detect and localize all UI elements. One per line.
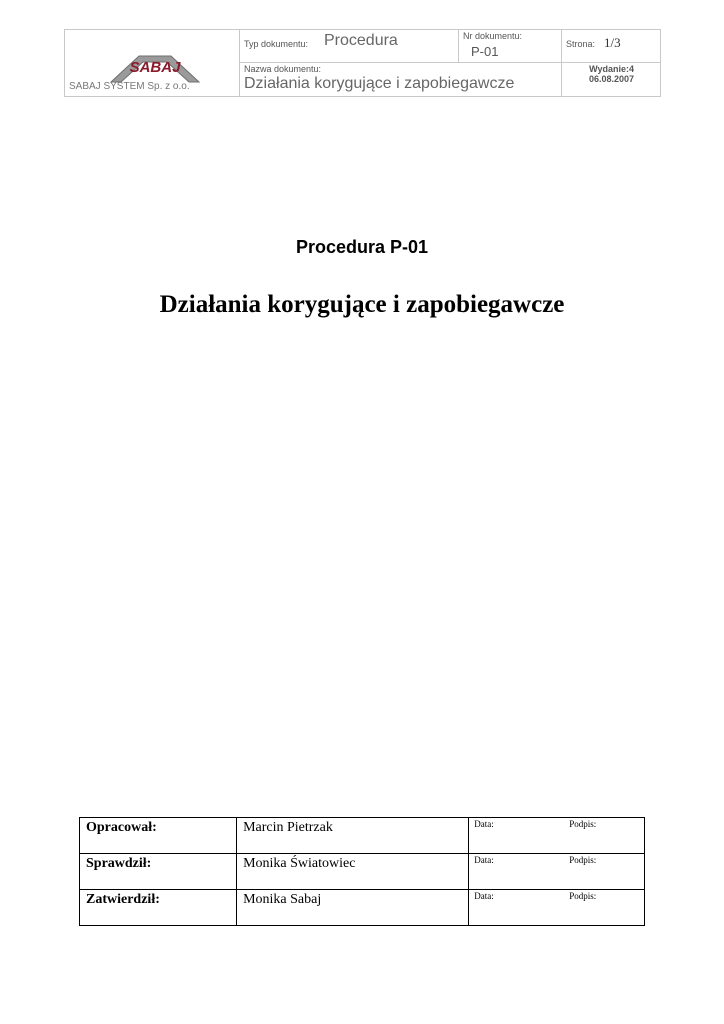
sign-cell bbox=[469, 854, 645, 890]
name-cell: Monika Światowiec bbox=[237, 854, 469, 890]
sign-cell bbox=[469, 818, 645, 854]
table-row bbox=[80, 818, 645, 854]
page-cell bbox=[561, 29, 661, 63]
doc-number-cell bbox=[458, 29, 562, 63]
company-logo bbox=[109, 52, 201, 84]
approval-table bbox=[79, 817, 645, 926]
doc-name-label: Nazwa dokumentu: bbox=[244, 64, 322, 74]
doc-number-value: P-01 bbox=[471, 44, 499, 59]
signature-label: Podpis: bbox=[569, 819, 597, 829]
document-header bbox=[64, 29, 661, 97]
role-cell: Zatwierdził: bbox=[80, 890, 237, 926]
sign-cell bbox=[469, 890, 645, 926]
date-label: Data: bbox=[474, 819, 494, 829]
doc-number-label: Nr dokumentu: bbox=[463, 31, 523, 41]
doc-type-value: Procedura bbox=[324, 32, 398, 49]
role-cell: Opracował: bbox=[80, 818, 237, 854]
logo-cell bbox=[64, 29, 240, 97]
role-cell: Sprawdził: bbox=[80, 854, 237, 890]
doc-type-cell bbox=[239, 29, 459, 63]
page-label: Strona: bbox=[566, 39, 596, 49]
procedure-title: Procedura P-01 bbox=[295, 237, 429, 257]
table-row bbox=[80, 854, 645, 890]
signature-label: Podpis: bbox=[569, 855, 597, 865]
doc-type-label: Typ dokumentu: bbox=[244, 39, 309, 49]
name-cell: Monika Sabaj bbox=[237, 890, 469, 926]
edition: Wydanie:4 bbox=[589, 64, 634, 74]
page-number: 1/3 bbox=[604, 35, 621, 50]
name-cell: Marcin Pietrzak bbox=[237, 818, 469, 854]
document-title: Działania korygujące i zapobiegawcze bbox=[159, 291, 565, 318]
date-label: Data: bbox=[474, 855, 494, 865]
logo-text: SABAJ bbox=[129, 59, 181, 76]
edition-cell bbox=[561, 62, 661, 97]
signature-label: Podpis: bbox=[569, 891, 597, 901]
date-label: Data: bbox=[474, 891, 494, 901]
table-row bbox=[80, 890, 645, 926]
doc-name-cell bbox=[239, 62, 562, 97]
edition-date: 06.08.2007 bbox=[588, 74, 634, 84]
doc-name-value: Działania korygujące i zapobiegawcze bbox=[244, 75, 515, 92]
company-name: SABAJ SYSTEM Sp. z o.o. bbox=[69, 81, 190, 92]
